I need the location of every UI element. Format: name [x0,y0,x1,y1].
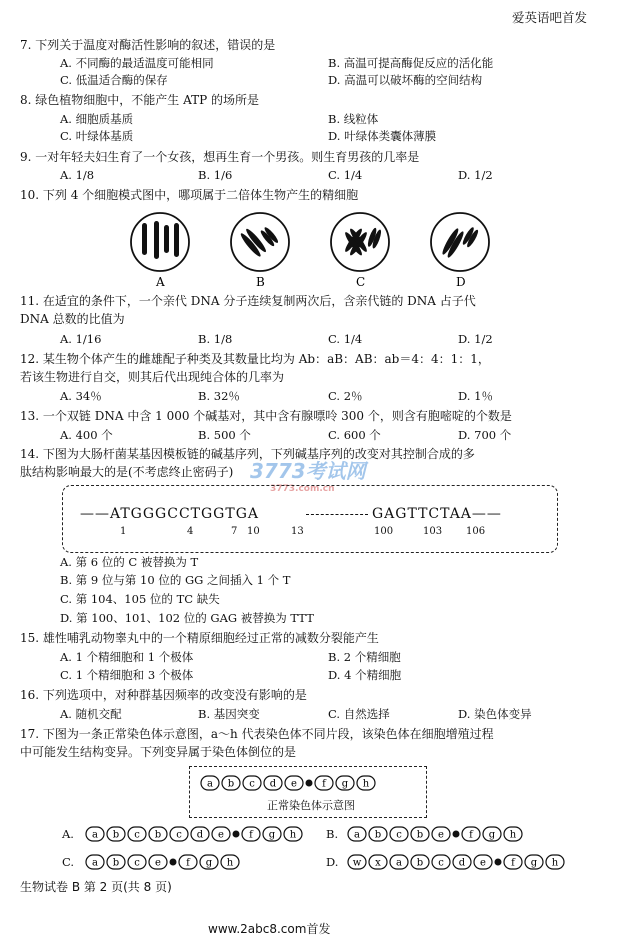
q7-option-b: B. 高温可提高酶促反应的活化能 [328,56,494,70]
watermark-url: 3773.com.cn [270,484,335,494]
seq-pos-106: 106 [466,526,486,537]
q10-stem: 10. 下列 4 个细胞模式图中，哪项属于二倍体生物产生的精细胞 [20,188,359,202]
gene-label: a [92,829,98,841]
gene-label: f [249,829,253,841]
seq-pos-13: 13 [291,526,304,537]
gene-label: f [469,829,473,841]
gene-label: x [375,857,381,869]
gene-label: e [291,778,297,790]
cell-label-c: C [356,275,366,289]
cell-label-d: D [456,275,466,289]
gene-label: b [374,829,382,841]
q9-option-d: D. 1/2 [458,168,493,182]
gene-label: b [154,829,162,841]
q13-option-b: B. 500 个 [198,428,251,442]
cell-label-a: A [156,275,165,289]
q12-option-c: C. 2％ [328,389,363,403]
gene-label: f [322,778,326,790]
gene-label: c [396,829,402,841]
gene-label: e [438,829,444,841]
q17-option-b-label: B. [326,827,339,841]
footer-site: www.2abc8.com首发 [208,922,331,936]
gene-label: g [205,857,213,869]
gene-label: e [480,857,486,869]
q16-option-b: B. 基因突变 [198,707,260,721]
gene-label: h [226,857,234,869]
q7-option-d: D. 高温可以破坏酶的空间结构 [328,73,483,87]
centromere [453,831,460,838]
centromere [233,831,240,838]
seq-pos-100: 100 [374,526,394,537]
q7-stem: 7. 下列关于温度对酶活性影响的叙述，错误的是 [20,38,276,52]
gene-label: g [268,829,276,841]
q12-stem-line1: 12. 某生物个体产生的雌雄配子种类及其数量比均为 Ab：aB：AB：ab＝4：4：1：1， [20,352,490,366]
q16-option-d: D. 染色体变异 [458,707,532,721]
gene-label: b [112,857,120,869]
q16-option-a: A. 随机交配 [60,707,122,721]
q11-option-a: A. 1/16 [60,332,102,346]
seq-pos-1: 1 [120,526,127,537]
q16-stem: 16. 下列选项中，对种群基因频率的改变没有影响的是 [20,688,307,702]
cell-c [331,213,389,271]
q8-stem: 8. 绿色植物细胞中，不能产生 ATP 的场所是 [20,93,259,107]
q15-option-c: C. 1 个精细胞和 3 个极体 [60,668,194,682]
gene-label: c [176,829,182,841]
q11-option-b: B. 1/8 [198,332,233,346]
gene-label: a [207,778,213,790]
sequence-left: ——ATGGGCCTGGTGA [80,506,259,522]
sequence-gap [306,514,368,515]
q17-option-a-chromosome [84,825,300,843]
seq-pos-7: 7 [231,526,238,537]
gene-label: c [134,857,140,869]
gene-label: h [362,778,370,790]
q7-option-c: C. 低温适合酶的保存 [60,73,168,87]
q17-stem-line1: 17. 下图为一条正常染色体示意图，a～h 代表染色体不同片段，该染色体在细胞增殖过程 [20,727,494,741]
q11-stem-line2: DNA 总数的比值为 [20,312,125,326]
watermark-logo: 3773考试网 [250,459,366,483]
q9-option-a: A. 1/8 [60,168,95,182]
gene-label: c [438,857,444,869]
q8-option-a: A. 细胞质基质 [60,112,134,126]
q11-stem-line1: 11. 在适宜的条件下，一个亲代 DNA 分子连续复制两次后，含亲代链的 DNA 占子代 [20,294,476,308]
centromere [495,859,502,866]
q14-option-d: D. 第 100、101、102 位的 GAG 被替换为 TTT [60,611,314,625]
q8-option-b: B. 线粒体 [328,112,379,126]
q17-option-c-chromosome [84,853,244,871]
q15-option-a: A. 1 个精细胞和 1 个极体 [60,650,194,664]
gene-label: e [218,829,224,841]
gene-label: b [416,857,424,869]
cell-a [131,213,189,271]
q17-stem-line2: 中可能发生结构变异。下列变异属于染色体倒位的是 [20,745,297,759]
q14-option-b: B. 第 9 位与第 10 位的 GG 之间插入 1 个 T [60,573,291,587]
gene-label: a [354,829,360,841]
gene-label: d [269,778,277,790]
q9-option-c: C. 1/4 [328,168,363,182]
cell-label-b: B [256,275,265,289]
gene-label: e [155,857,161,869]
q13-option-a: A. 400 个 [60,428,113,442]
cell-diagrams [120,206,500,290]
q15-option-b: B. 2 个精细胞 [328,650,401,664]
q17-option-d-chromosome [346,853,559,871]
q8-option-d: D. 叶绿体类囊体薄膜 [328,129,437,143]
gene-label: d [196,829,204,841]
centromere [170,859,177,866]
q11-option-d: D. 1/2 [458,332,493,346]
q13-stem: 13. 一个双链 DNA 中含 1 000 个碱基对，其中含有腺嘌呤 300 个，则含有胞嘧啶的个数是 [20,409,512,423]
q17-option-b-chromosome [346,825,516,843]
gene-label: f [186,857,190,869]
q15-stem: 15. 雄性哺乳动物睾丸中的一个精原细胞经过正常的减数分裂能产生 [20,631,379,645]
gene-label: a [396,857,402,869]
q14-stem-line1: 14. 下图为大肠杆菌某基因模板链的碱基序列，下列碱基序列的改变对其控制合成的多 [20,447,475,461]
q12-stem-line2: 若该生物进行自交，则其后代出现纯合体的几率为 [20,370,285,384]
seq-pos-4: 4 [187,526,194,537]
header-corner-text: 爱英语吧首发 [512,10,588,25]
gene-label: d [458,857,466,869]
gene-label: h [551,857,559,869]
q12-option-d: D. 1％ [458,389,493,403]
q17-option-a-label: A. [62,827,74,841]
q13-option-d: D. 700 个 [458,428,512,442]
q11-option-c: C. 1/4 [328,332,363,346]
sequence-right: GAGTTCTAA—— [372,506,502,522]
gene-label: w [352,857,362,869]
q9-option-b: B. 1/6 [198,168,233,182]
q12-option-a: A. 34％ [60,389,102,403]
gene-label: a [92,857,98,869]
gene-label: f [511,857,515,869]
gene-label: g [488,829,496,841]
gene-label: c [134,829,140,841]
seq-pos-10: 10 [247,526,260,537]
q17-option-c-label: C. [62,855,75,869]
q12-option-b: B. 32％ [198,389,240,403]
q15-option-d: D. 4 个精细胞 [328,668,402,682]
q13-option-c: C. 600 个 [328,428,381,442]
gene-label: c [249,778,255,790]
normal-chromosome [199,774,415,792]
q17-option-d-label: D. [326,855,339,869]
centromere [306,780,313,787]
q14-stem-line2: 肽结构影响最大的是(不考虑终止密码子) [20,465,234,479]
q16-option-c: C. 自然选择 [328,707,390,721]
normal-chromosome-caption: 正常染色体示意图 [267,799,355,812]
gene-label: h [289,829,297,841]
seq-pos-103: 103 [423,526,443,537]
q7-option-a: A. 不同酶的最适温度可能相同 [60,56,214,70]
q14-option-a: A. 第 6 位的 C 被替换为 T [60,555,199,569]
gene-label: g [530,857,538,869]
footer-page-info: 生物试卷 B 第 2 页(共 8 页) [20,880,172,894]
gene-label: h [509,829,517,841]
cell-b [231,213,289,271]
gene-label: g [341,778,349,790]
gene-label: b [227,778,235,790]
q9-stem: 9. 一对年轻夫妇生育了一个女孩，想再生育一个男孩。则生育男孩的几率是 [20,150,420,164]
q14-option-c: C. 第 104、105 位的 TC 缺失 [60,592,220,606]
q8-option-c: C. 叶绿体基质 [60,129,134,143]
gene-label: b [112,829,120,841]
cell-d [431,213,489,271]
gene-label: b [416,829,424,841]
